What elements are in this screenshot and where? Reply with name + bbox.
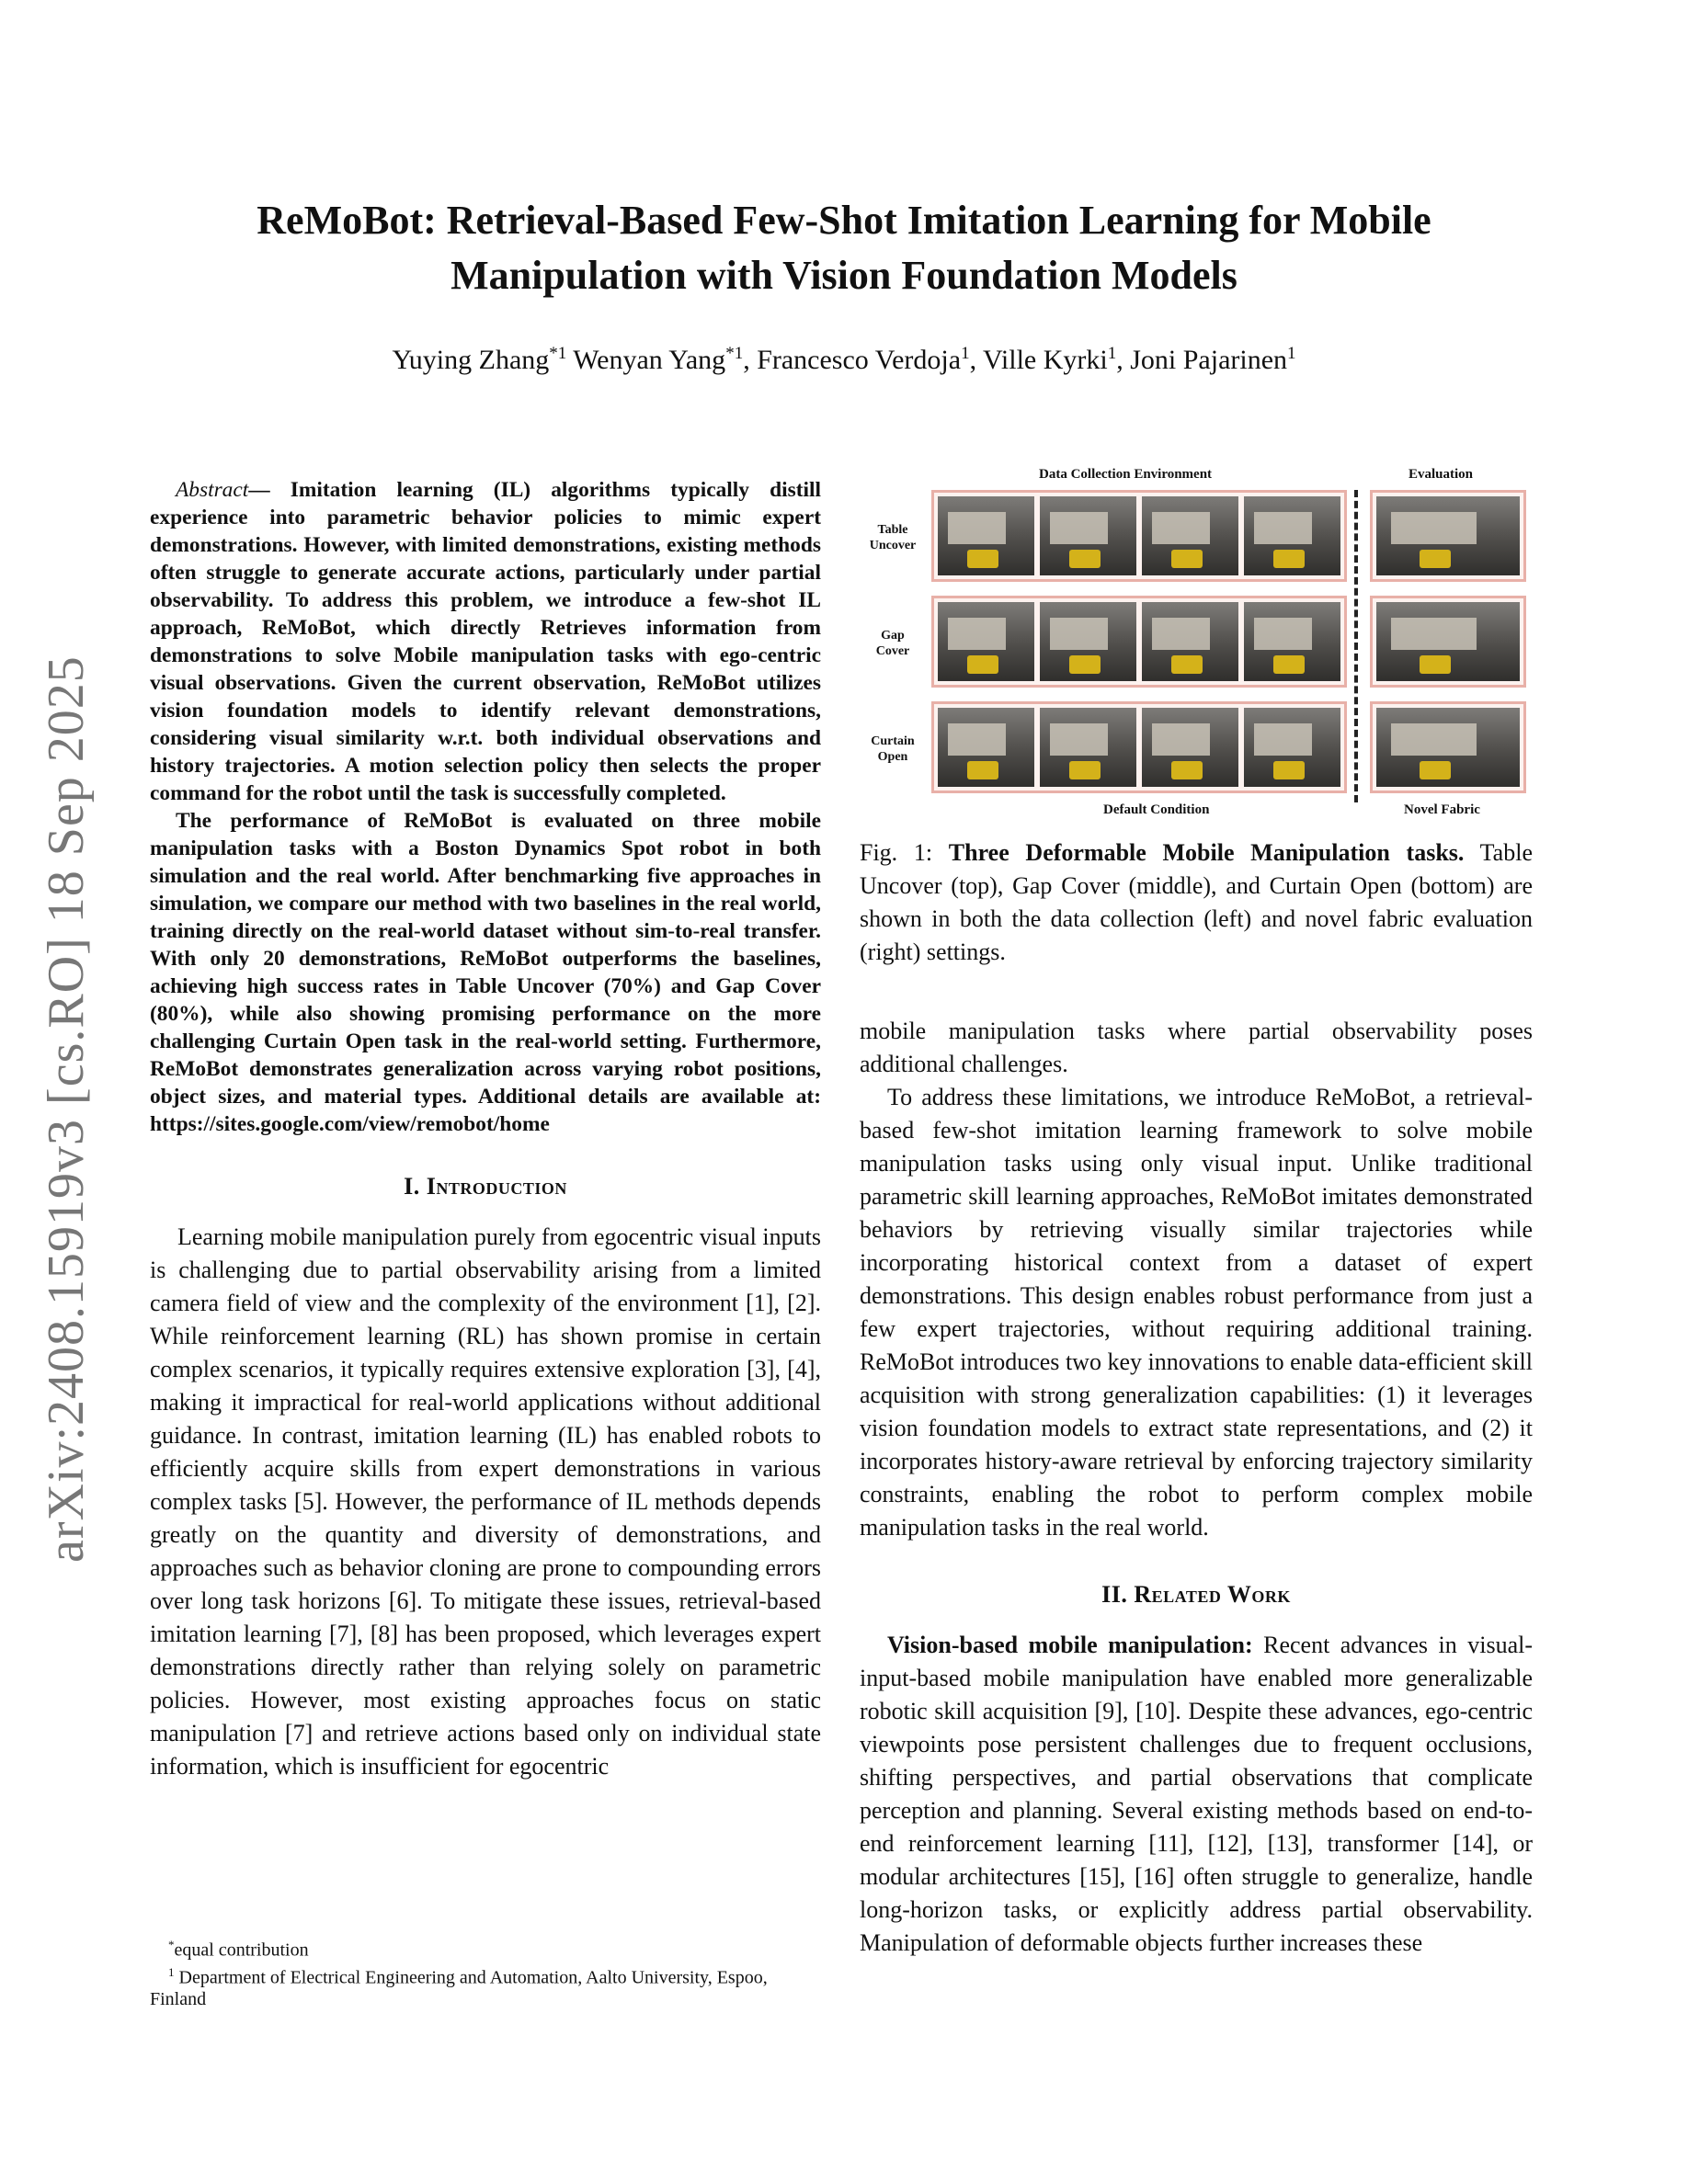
- photo-row-gap-cover: [931, 596, 1347, 688]
- introduction-body: [150, 1221, 821, 1783]
- photo: [1040, 708, 1136, 787]
- abstract-paragraph-1: Abstract— Imitation learning (IL) algorithms typically distill experience into parametric behavior policies to mimic expert demonstrations. However, with limited demonstrations, existing methods often struggle to generate accurate actions, particularly under partial observability. To address this problem, we introduce a few-shot IL approach, ReMoBot, which directly Retrieves information from demonstrations to solve Mobile manipulation tasks with ego-centric visual observations. Given the current observation, ReMoBot utilizes vision foundation models to identify relevant demonstrations, considering visual similarity w.r.t. both individual observations and history trajectories. A motion selection policy then selects the proper command for the robot until the task is successfully completed.: [150, 478, 821, 805]
- photo: [1244, 496, 1340, 575]
- author: Francesco Verdoja$^1$,: [757, 344, 984, 375]
- figure-label-evaluation: Evaluation: [1409, 467, 1474, 482]
- figure-1: [860, 467, 1533, 824]
- figure-label-novel-fabric: Novel Fabric: [1404, 802, 1480, 817]
- abstract-label: Abstract: [176, 478, 249, 502]
- author: Yuying Zhang$^{*1}$: [392, 344, 567, 375]
- left-column: [150, 476, 821, 1783]
- intro-paragraph: Learning mobile manipulation purely from egocentric visual inputs is challenging due to partial observability arising from a limited camera field of view and the complexity of the environment [1], [2]. While reinforcement learning (RL) has shown promise in certain complex scenarios, it typically requires extensive exploration [3], [4], making it impractical for real-world applications without additional guidance. In contrast, imitation learning (IL) has enabled robots to efficiently acquire skills from expert demonstrations in various complex tasks [5]. However, the performance of IL methods depends greatly on the quantity and diversity of demonstrations, and approaches such as behavior cloning are prone to compounding errors over long task horizons [6]. To mitigate these issues, retrieval-based imitation learning [7], [8] has been proposed, which leverages expert demonstrations directly rather than relying solely on parametric policies. However, most existing approaches focus on static manipulation [7] and retrieve actions based only on individual state information, which is insufficient for egocentric: [150, 1223, 821, 1780]
- row-label-curtain-open: Curtain Open: [871, 734, 915, 764]
- photo: [1142, 496, 1238, 575]
- author: Ville Kyrki$^1$,: [983, 344, 1131, 375]
- footnote-affiliation: $^1$ Department of Electrical Engineering and Automation, Aalto University, Espoo, Finland: [150, 1964, 768, 2010]
- abstract-paragraph-2: The performance of ReMoBot is evaluated on three mobile manipulation tasks with a Boston Dynamics Spot robot in both simulation and the real world. After benchmarking five approaches in simulation, we compare our method with two baselines in the real world, training directly on the real-world dataset without sim-to-real transfer. With only 20 demonstrations, ReMoBot outperforms the baselines, achieving high success rates in Table Uncover (70%) and Gap Cover (80%), while also showing promising performance on the more challenging Curtain Open task in the real-world setting. Furthermore, ReMoBot demonstrates generalization across varying robot positions, object sizes, and material types. Additional details are available at: https://sites.google.com/view/remobot/home: [150, 809, 821, 1136]
- eval-photo-curtain-open: [1370, 701, 1526, 793]
- figure-label-data-collection: Data Collection Environment: [1039, 467, 1213, 482]
- intro-paragraph-2: To address these limitations, we introduce ReMoBot, a retrieval-based few-shot imitation learning framework to solve mobile manipulation tasks using only visual input. Unlike traditional parametric skill learning approaches, ReMoBot imitates demonstrated behaviors by retrieving visually similar trajectories while incorporating historical context from a dataset of expert demonstrations. This design enables robust performance from just a few expert trajectories, without requiring additional training. ReMoBot introduces two key innovations to enable data-efficient skill acquisition with strong generalization capabilities: (1) it leverages vision foundation models to extract state representations, and (2) it incorporates history-aware retrieval by enforcing trajectory similarity constraints, enabling the robot to perform complex mobile manipulation tasks in the real world.: [860, 1084, 1533, 1541]
- author: Joni Pajarinen$^1$: [1130, 344, 1296, 375]
- photo: [1040, 496, 1136, 575]
- related-work-paragraph: Vision-based mobile manipulation: Recent advances in visual-input-based mobile manipulation have enabled more generalizable robotic skill acquisition [9], [10]. Despite these advances, ego-centric viewpoints pose persistent challenges due to frequent occlusions, shifting perspectives, and partial observations that complicate perception and planning. Several existing methods based on end-to-end reinforcement learning [11], [12], [13], transformer [14], or modular architectures [15], [16] often struggle to generalize, handle long-horizon tasks, or explicitly address partial observability. Manipulation of deformable objects further increases these: [860, 1632, 1533, 1956]
- author-list: [138, 344, 1550, 376]
- figure-caption: Fig. 1: Three Deformable Mobile Manipulation tasks. Table Uncover (top), Gap Cover (middle), and Curtain Open (bottom) are shown in both the data collection (left) and novel fabric evaluation (right) settings.: [860, 839, 1533, 965]
- photo: [1142, 602, 1238, 681]
- photo-row-table-uncover: [931, 490, 1347, 582]
- photo: [1244, 602, 1340, 681]
- photo-row-curtain-open: [931, 701, 1347, 793]
- paper-title: [138, 193, 1550, 303]
- section-heading-related-work: II. Related Work: [1101, 1581, 1291, 1608]
- photo: [938, 708, 1034, 787]
- photo: [1244, 708, 1340, 787]
- photo: [938, 496, 1034, 575]
- section-heading-introduction: I. Introduction: [404, 1173, 567, 1200]
- photo: [938, 602, 1034, 681]
- right-column-body: [860, 1015, 1533, 1544]
- abstract: [150, 476, 821, 1138]
- figure-label-default-condition: Default Condition: [1103, 802, 1210, 817]
- title-line-1: ReMoBot: Retrieval-Based Few-Shot Imitation Learning for Mobile: [257, 198, 1431, 243]
- figure-divider: [1354, 490, 1358, 802]
- author: Wenyan Yang$^{*1}$,: [573, 344, 758, 375]
- eval-photo-table-uncover: [1370, 490, 1526, 582]
- footnotes: [150, 1934, 821, 2010]
- photo: [1040, 602, 1136, 681]
- row-label-gap-cover: Gap Cover: [875, 629, 910, 658]
- arxiv-identifier: arXiv:2408.15919v3 [cs.RO] 18 Sep 2025: [38, 655, 95, 1563]
- related-work-body: [860, 1629, 1533, 1960]
- intro-continuation: mobile manipulation tasks where partial observability poses additional challenges.: [860, 1018, 1533, 1077]
- footnote-equal-contribution: *equal contribution: [168, 1938, 309, 1961]
- title-line-2: Manipulation with Vision Foundation Models: [451, 253, 1237, 298]
- row-label-table-uncover: Table Uncover: [869, 523, 917, 552]
- photo: [1142, 708, 1238, 787]
- eval-photo-gap-cover: [1370, 596, 1526, 688]
- right-column: [860, 467, 1533, 1960]
